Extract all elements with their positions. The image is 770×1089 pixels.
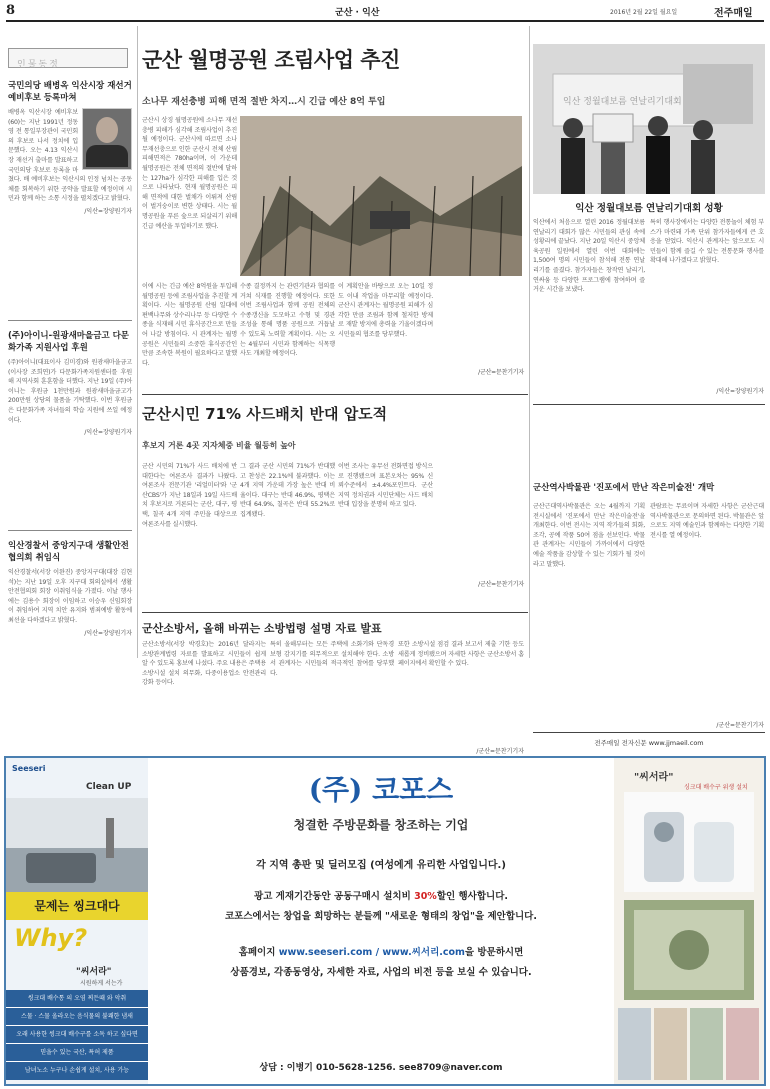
kite-illustration — [533, 44, 765, 194]
ad-left-clean: Clean UP — [86, 782, 132, 792]
thumb-3 — [690, 1008, 723, 1080]
masthead: 전주매일 — [714, 8, 753, 19]
fire-col-3 — [398, 640, 524, 750]
ad-contact: 상담 : 이병기 010-5628-1256. see8709@naver.com — [259, 1063, 503, 1073]
ad-left-panel — [6, 758, 148, 1084]
ad-right-panel — [614, 758, 764, 1084]
ad-bar-3: 오래 사용한 씽크대 배수구를 소독 하고 싶다면 — [6, 1026, 148, 1044]
ad-homepage-url[interactable]: www.seeseri.com / www.씨서리.com — [278, 947, 465, 958]
main-col-4-text: 이 계획안을 바탕으로 오는 10일 정도 이내 작업을 마무리할 예정이다. 군산시 관계자는 월명공원 피해가 심각한 만큼 조림과 함께 철저한 방제로 재발 방지에 총력을 기울이겠다며 시민들의 협조를 당부했다. — [338, 283, 433, 338]
sidebar-item-1-headline: 국민의당 배병옥 익산시장 재선거 예비후보 등록마쳐 — [8, 81, 132, 103]
sidebar-item-1 — [8, 80, 132, 215]
ad-bar-1: 씽크대 배수통 의 오염 찌든때 와 악취 — [6, 990, 148, 1008]
center-rule — [529, 26, 530, 658]
kite-col-2 — [650, 218, 764, 398]
museum-col-2 — [650, 502, 764, 712]
ad-center-panel — [152, 758, 610, 1084]
ad-slogan: 청결한 주방문화를 창조하는 기업 — [293, 818, 469, 832]
ad-left-brand: Seeseri — [12, 764, 46, 773]
sidebar-item-3-body: 익산경찰서(서장 이완진) 중앙지구대(대장 김현석)는 지난 19일 오후 지구대 회의실에서 생활안전협의회 회장 이취임식을 가졌다. 이날 행사에는 김용수 회장이 이임하고 이승우 신임회장이 취임하여 지역 치안 유지와 범죄예방 활동에 최선을 다하겠다고 밝혔다. — [8, 569, 132, 624]
ad-right-product: "씨서라" — [634, 772, 674, 783]
fire-col-2-text: 특히 올해부터는 모든 주택에 소화기와 단독경보형 감지기를 의무적으로 설치해야 한다. 소방서 관계자는 시민들의 적극적인 참여를 당부했다. — [270, 641, 394, 677]
kite-photo-sign: 익산 정월대보름 연날리기대회 — [563, 97, 682, 107]
rule-under-main — [142, 394, 528, 395]
install-illustration — [624, 900, 754, 1000]
ad-left-problem: 문제는 씽크대다 — [6, 892, 148, 920]
header-date: 2016년 2월 22일 월요일 — [610, 9, 678, 16]
main-subhead: 소나무 재선충병 피해 면적 절반 차지…시 긴급 예산 8억 투입 — [142, 97, 386, 107]
ad-recruit: 각 지역 총판 및 딜러모집 (여성에게 유리한 사업입니다.) — [256, 860, 506, 871]
ad-left-product-sub: 시원하게 서는가 — [80, 980, 123, 987]
rule-under-kite — [533, 404, 765, 405]
survey-col-2 — [240, 462, 335, 594]
survey-col-1 — [142, 462, 237, 594]
main-byline: /군산=문찬기기자 — [478, 369, 524, 377]
footer-strip: 전주매일 전자신문 www.jjmaeil.com — [594, 739, 704, 747]
survey-headline: 군산시민 71% 사드배치 반대 압도적 — [142, 405, 388, 423]
page-number: 8 — [6, 3, 16, 18]
ad-homepage-line-2: 상품경보, 각종동영상, 자세한 자료, 사업의 비전 등을 보실 수 있습니다. — [230, 967, 532, 978]
ad-company: (주) 코포스 — [308, 773, 454, 806]
ad-left-why: Why? — [14, 924, 88, 952]
survey-byline: /군산=문찬기기자 — [478, 581, 524, 589]
sidebar-divider-2 — [8, 530, 132, 531]
main-col-1 — [142, 116, 237, 276]
sidebar-item-2-byline: /익산=장양원기자 — [84, 429, 132, 437]
rule-above-footer — [533, 732, 765, 733]
kite-caption-title: 익산 정월대보름 연날리기대회 성황 — [575, 203, 723, 214]
museum-byline: /군산=문찬기기자 — [716, 722, 764, 729]
main-col-3-text: 수종 결정까지 는 관련기관과 협의를 거쳐 식재를 진행할 예정이다. 또한 이번 조림사업과 함께 공원 전체의 수종갱신을 도모하고 수형 및 경관 조성을 통해 명품 공원으로 거듭날 수 있도록 노력할 계획이다. 시는 오는 4월부터 시민과 함께하는 식목행사도 개최할 예정이다. — [240, 283, 335, 358]
sidebar-item-2 — [8, 330, 132, 436]
fire-headline: 군산소방서, 올해 바뀌는 소방법령 설명 자료 발표 — [142, 622, 382, 635]
sidebar-item-2-body: (주)아이니(대표이사 김미경)와 원광새마을금고(이사장 조희연)가 다문화가족지원센터를 후원해 지역사회 훈훈함을 더했다. 지난 19일 (주)아이니는 후원금 1천만원과 원광새마을금고가 200만원 상당의 물품을 기탁했다. 이번 후원금은 다문화가족 자녀들의 학습 지원에 쓰일 예정이다. — [8, 359, 132, 424]
ad-line-1-pct: 30% — [414, 891, 437, 902]
forest-photo — [240, 116, 522, 276]
ad-bar-4: 믿을수 있는 국산, 특허 제품 — [6, 1044, 148, 1062]
museum-headline: 군산역사박물관 '진포에서 만난 작은미술전' 개막 — [533, 483, 715, 493]
kite-col-1-text: 익산에서 처음으로 열린 2016 정월대보름 연날리기 대회가 많은 시민들의 관심 속에 성황리에 끝났다. 지난 20일 익산시 중앙체육공원 일원에서 열린 이번 대회에는 1,500여 명의 시민들이 참석해 전통 연날리기를 즐겼다. 참가자들은 창작연 날리기, 연싸움 등 다양한 프로그램에 참여하며 즐거운 시간을 보냈다. — [533, 219, 645, 294]
survey-col-2-text: 그 결과 군산 시민의 71%가 반대했고 찬성은 22.1%에 불과했다. 이는 4개 지역 가운데 가장 높은 반대 비율이다. 대구는 반대 46.9%, 평택은 반대 64.9%, 칠곡은 반대 55.2%로 집계됐다. — [240, 463, 335, 518]
ad-right-device — [624, 792, 754, 892]
ad-right-thumbs — [618, 1008, 760, 1080]
ad-homepage — [152, 944, 610, 958]
fire-byline: /군산=문찬기기자 — [476, 748, 524, 755]
sidebar-divider-1 — [8, 320, 132, 321]
ad-right-sub: 싱크대 배수구 위생 설치 — [684, 784, 748, 791]
thumb-1 — [618, 1008, 651, 1080]
thumb-2 — [654, 1008, 687, 1080]
ad-bar-2: 스물 · 스물 올라오는 음식물의 불쾌한 냄새 — [6, 1008, 148, 1026]
sink-illustration — [6, 798, 148, 892]
ad-left-image — [6, 798, 148, 892]
ad-frame — [4, 756, 766, 1086]
main-col-3 — [240, 282, 335, 382]
kite-photo — [533, 44, 765, 194]
avatar — [82, 108, 132, 170]
ad-homepage-post: 을 방문하시면 — [464, 947, 524, 958]
main-col-5 — [436, 282, 524, 382]
forest-illustration — [240, 116, 522, 276]
ad-line-2: 코포스에서는 창업을 희망하는 분들께 "새로운 형태의 창업"을 제안합니다. — [225, 911, 537, 922]
survey-col-4 — [436, 462, 524, 594]
fire-col-1-text: 군산소방서(서장 박경호)는 2016년 달라지는 소방관계법령 자료를 발표하고 시민들이 쉽게 알 수 있도록 홍보에 나섰다. 주요 내용은 주택용 소방시설 설치 의무화, 다중이용업소 안전관리 강화 등이다. — [142, 641, 266, 687]
main-col-2 — [142, 282, 237, 382]
main-col-4 — [338, 282, 433, 382]
ad-line-1-post: 할인 행사합니다. — [436, 891, 508, 902]
sidebar-item-3-byline: /익산=장양원기자 — [84, 629, 132, 637]
museum-col-2-text: 관람료는 무료이며 자세한 사항은 군산근대역사박물관으로 문의하면 된다. 박물관은 앞으로도 지역 예술인과 함께하는 다양한 기획 전시를 열 예정이다. — [650, 503, 764, 539]
main-headline: 군산 월명공원 조림사업 추진 — [142, 48, 400, 72]
sidebar-item-2-headline: (주)아이니-원광새마을금고 다문화가족 지원사업 후원 — [8, 331, 130, 353]
rule-under-survey — [142, 612, 528, 613]
sidebar-item-1-byline: /익산=장양원기자 — [84, 207, 132, 215]
avatar-face — [96, 117, 118, 143]
ad-line-1 — [152, 888, 610, 902]
survey-col-3 — [338, 462, 433, 594]
header-rule — [6, 20, 764, 22]
kite-col-2-text: 특히 행사장에서는 다양한 전통놀이 체험 부스가 마련돼 가족 단위 참가자들에게 큰 호응을 얻었다. 익산시 관계자는 앞으로도 시민들이 함께 즐길 수 있는 전통문화 행사를 확대해 나가겠다고 밝혔다. — [650, 219, 764, 265]
survey-col-1-text: 군산 시민의 71%가 사드 배치에 반대한다는 여론조사 결과가 나왔다. 여론조사 전문기관 '리얼미터'와 '군산CBS'가 지난 18일과 19일 사드배치 후보지로 거론되는 군산, 대구, 평택, 칠곡 4개 지역 주민을 대상으로 여론조사를 실시했다. — [142, 463, 237, 528]
kite-col-1 — [533, 218, 645, 398]
sidebar-item-3-headline: 익산경찰서 중앙지구대 생활안전협의회 취임식 — [8, 541, 129, 563]
main-col-2-text: 이에 시는 긴급 예산 8억원을 투입해 월명공원 등에 조림사업을 추진할 계획이다. 시는 월명공원 산림 일대에 편백나무와 상수리나무 등 다양한 수종을 식재해 시민 휴식공간으로 만들어 나갈 방침이다. 시 관계자는 월명공원은 시민들의 소중한 휴식공간인 만큼 조속한 복원이 필요하다고 말했다. — [142, 283, 237, 367]
main-col-1-text: 군산시 상징 월명공원에 소나무 재선충병 피해가 심각해 조림사업이 추진될 예정이다. 군산시에 따르면 소나무재선충으로 인한 군산시 전체 산림 피해면적은 780ha이며, 이 가운데 월명공원은 전체 면적의 절반에 달하는 127ha가 심각한 피해를 입은 것으로 나타났다. 현재 월명공원은 피해 면적에 대한 벌채가 이뤄져 산림이 벌거숭이로 변한 상태다. 시는 월명공원을 푸른 숲으로 되살리기 위해 긴급 예산을 투입하기로 했다. — [142, 117, 237, 230]
fire-col-1 — [142, 640, 266, 750]
sidebar-item-1-body: 배병옥 익산시장 예비후보(60)는 지난 1991년 정동영 전 통일부장관이 국민회의 후보로 나서 정치에 입문했다. 오는 4.13 익산시장 재선거 출마를 발표하고 국민의당 후보로 등록을 마쳤다. 배 예비후보는 익산시의 인정 넘치는 공동체를 회복하기 위한 공약을 발표할 예정이며 시민과 함께 하는 소통 시정을 펼치겠다고 밝혔다. — [8, 109, 132, 203]
fire-col-2 — [270, 640, 394, 750]
survey-col-3-text: 이번 조사는 유무선 전화면접 방식으로 진행됐으며 표본오차는 95% 신뢰수준에서 ±4.4%포인트다. 군산 지역 정치권과 시민단체는 사드 배치 반대 입장을 분명히 하고 있다. — [338, 463, 433, 509]
kite-byline: /익산=장양원기자 — [716, 388, 764, 395]
drain-device-illustration — [624, 792, 754, 892]
fire-col-3-text: 또한 소방시설 점검 결과 보고서 제출 기한 등도 새롭게 정비됐으며 자세한 사항은 군산소방서 홈페이지에서 확인할 수 있다. — [398, 641, 524, 668]
ad-homepage-pre: 홈페이지 — [238, 947, 279, 958]
sidebar-rule — [137, 26, 138, 658]
sidebar-label-box — [8, 48, 128, 68]
avatar-suit — [86, 145, 128, 167]
museum-col-1 — [533, 502, 645, 732]
ad-line-1-pre: 광고 게재기간동안 공동구매시 설치비 — [254, 891, 415, 902]
ad-bar-5: 남녀노소 누구나 손쉽게 설치, 사용 가능 — [6, 1062, 148, 1080]
ad-left-product: "씨서라" — [76, 967, 112, 977]
section-title: 군산 · 익산 — [335, 8, 380, 18]
sidebar-item-3 — [8, 540, 132, 637]
ad-right-photo — [624, 900, 754, 1000]
thumb-4 — [726, 1008, 759, 1080]
survey-subhead: 후보지 거론 4곳 지자체중 비율 월등히 높아 — [142, 441, 296, 450]
ad-left-bars — [6, 990, 148, 1080]
museum-col-1-text: 군산근대역사박물관은 오는 4월까지 기획전시실에서 '진포에서 만난 작은미술전'을 개최한다. 이번 전시는 지역 작가들의 회화, 조각, 공예 작품 50여 점을 선보인다. 박물관 관계자는 시민들이 가까이에서 다양한 예술 작품을 감상할 수 있는 기회가 될 것이라고 말했다. — [533, 503, 645, 568]
sidebar-label: 인물동정 — [17, 60, 60, 70]
